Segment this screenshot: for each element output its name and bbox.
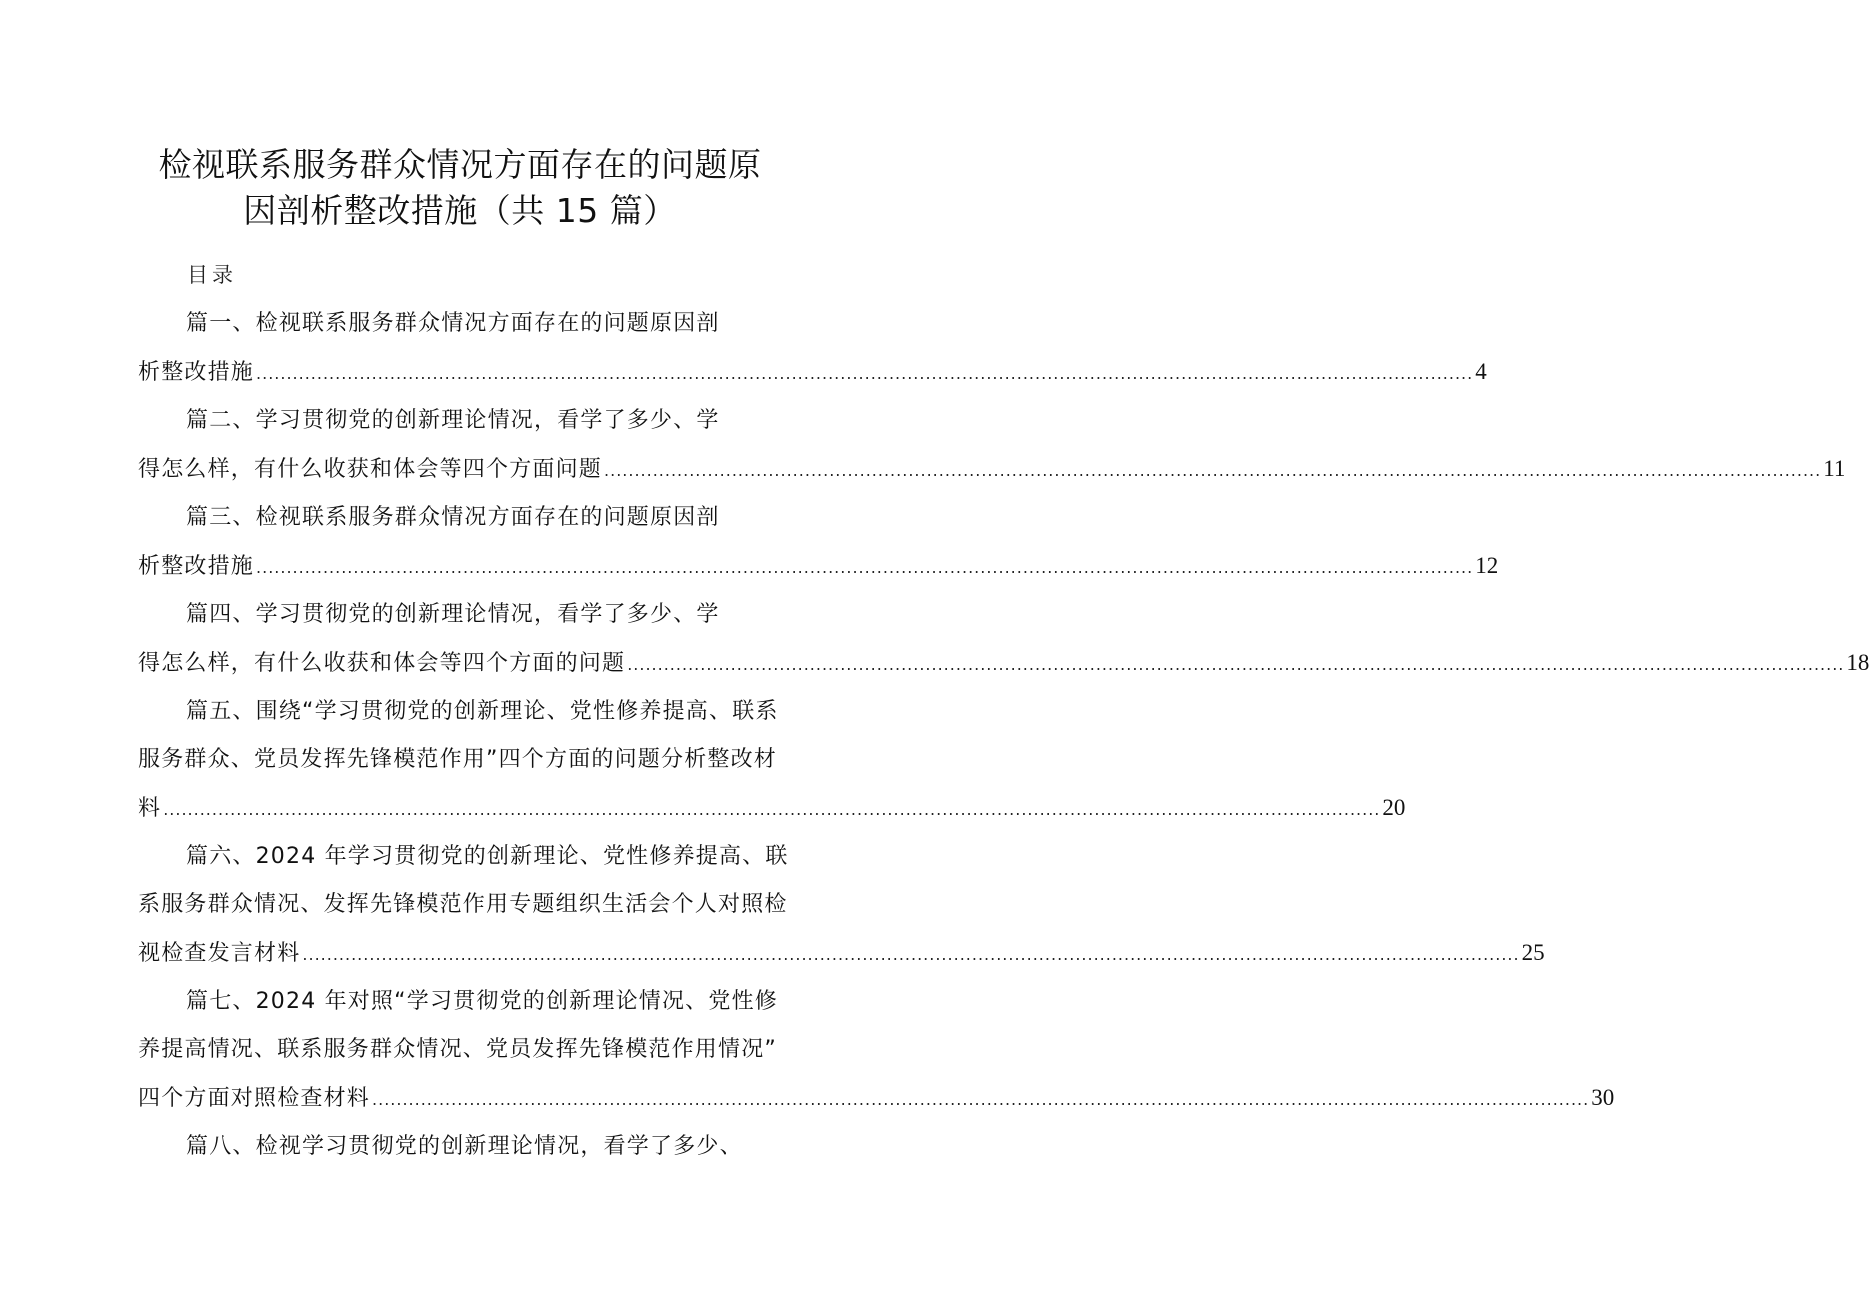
toc-entry-2-line-1[interactable]: 篇二、学习贯彻党的创新理论情况，看学了多少、学 [186,408,720,433]
toc-entry-4-page-number: 18 [1846,650,1869,675]
dot-leader: ........................................................................................................................................................................................................ [302,945,1520,964]
toc-entry-5-page-number: 20 [1382,795,1406,820]
dot-leader: ........................................................................................................................................................................................................ [163,800,1381,819]
toc-entry-2-leader[interactable] [138,454,1846,486]
toc-entry-8-line-1[interactable]: 篇八、检视学习贯彻党的创新理论情况，看学了多少、 [186,1134,743,1159]
toc-entry-7-page-number: 30 [1591,1085,1615,1110]
toc-entry-7-line-1[interactable]: 篇七、2024 年对照“学习贯彻党的创新理论情况、党性修 [186,989,778,1014]
dot-leader: ........................................................................................................................................................................................................ [372,1090,1590,1109]
toc-entry-1-page-number: 4 [1475,359,1487,384]
dot-leader: ........................................................................................................................................................................................................ [604,461,1822,480]
toc-entry-7-line-2[interactable]: 养提高情况、联系服务群众情况、党员发挥先锋模范作用情况” [138,1037,777,1062]
toc-entry-4-last-line: 得怎么样，有什么收获和体会等四个方面的问题 [138,651,626,676]
dot-leader: ........................................................................................................................................................................................................ [256,558,1474,577]
document-title [90,142,830,234]
toc-entry-6-line-2[interactable]: 系服务群众情况、发挥先锋模范作用专题组织生活会个人对照检 [138,892,788,917]
toc-entry-6-last-line: 视检查发言材料 [138,941,301,966]
toc-entry-6-leader[interactable] [138,938,1545,970]
toc-entry-1-leader[interactable] [138,357,1487,389]
title-line-2: 因剖析整改措施（共 15 篇） [243,191,677,230]
dot-leader: ........................................................................................................................................................................................................ [627,655,1845,674]
toc-entry-3-line-1[interactable]: 篇三、检视联系服务群众情况方面存在的问题原因剖 [186,505,720,530]
toc-entry-5-leader[interactable] [138,793,1406,825]
toc-entry-3-page-number: 12 [1475,553,1499,578]
toc-entry-6-line-1[interactable]: 篇六、2024 年学习贯彻党的创新理论、党性修养提高、联 [186,844,789,869]
title-line-1: 检视联系服务群众情况方面存在的问题原 [158,145,762,184]
toc-entry-5-line-2[interactable]: 服务群众、党员发挥先锋模范作用”四个方面的问题分析整改材 [138,747,777,772]
toc-entry-2-page-number: 11 [1823,456,1846,481]
toc-entry-2-last-line: 得怎么样，有什么收获和体会等四个方面问题 [138,457,603,482]
toc-entry-1-last-line: 析整改措施 [138,360,255,385]
dot-leader: ........................................................................................................................................................................................................ [256,364,1474,383]
toc-entry-3-leader[interactable] [138,551,1499,583]
toc-entry-5-last-line: 料 [138,796,162,821]
toc-heading: 目录 [187,263,237,287]
toc-entry-5-line-1[interactable]: 篇五、围绕“学习贯彻党的创新理论、党性修养提高、联系 [186,699,779,724]
toc-entry-3-last-line: 析整改措施 [138,554,255,579]
toc-entry-4-line-1[interactable]: 篇四、学习贯彻党的创新理论情况，看学了多少、学 [186,602,720,627]
toc-entry-6-page-number: 25 [1521,940,1545,965]
toc-entry-7-leader[interactable] [138,1083,1615,1115]
toc-entry-7-last-line: 四个方面对照检查材料 [138,1086,371,1111]
toc-entry-4-leader[interactable] [138,648,1869,680]
toc-entry-1-line-1[interactable]: 篇一、检视联系服务群众情况方面存在的问题原因剖 [186,311,720,336]
